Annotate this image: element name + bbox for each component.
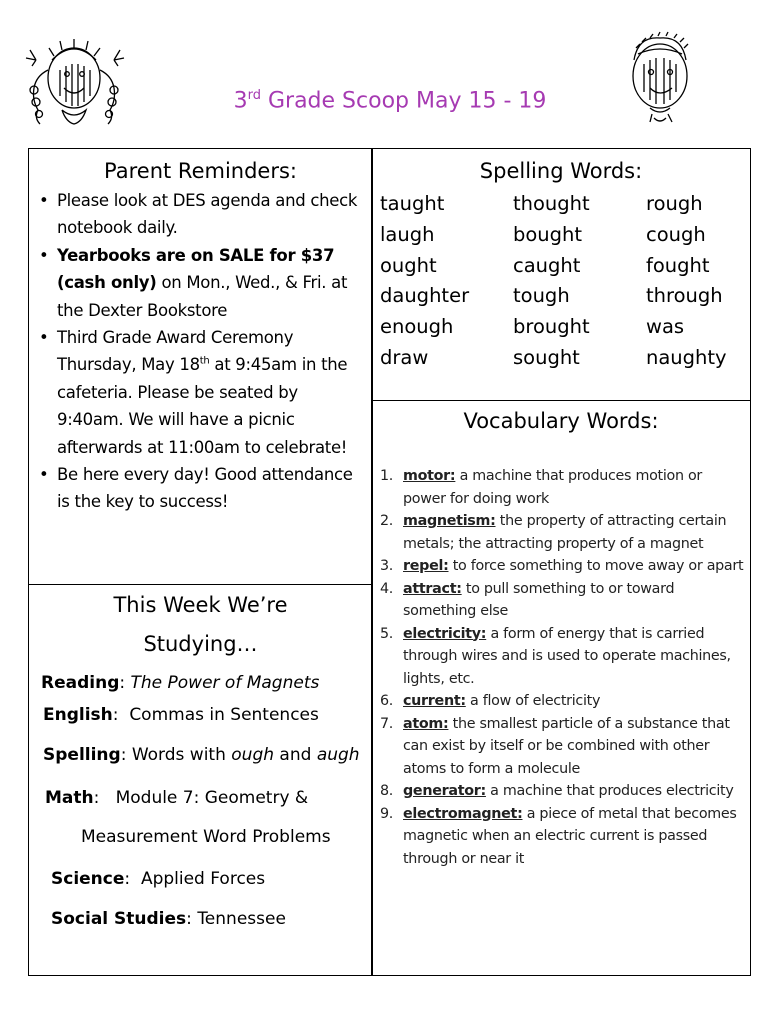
vocabulary-term: current: [403, 693, 466, 709]
vocabulary-item [380, 578, 744, 623]
vocabulary-words-heading: Vocabulary Words: [463, 409, 659, 433]
spelling-word: bought [513, 222, 583, 246]
spelling-word: caught [513, 253, 581, 277]
science-row: Science: Applied Forces [51, 869, 266, 889]
vocabulary-item [380, 713, 744, 781]
spelling-word: fought [646, 253, 710, 277]
vocabulary-number: 7. [380, 715, 394, 732]
spelling-words-box [371, 148, 751, 401]
list-item: • Please look at DES agenda and check notebook daily. [39, 191, 358, 238]
vocabulary-definition: the property of attracting certain metals; the attracting property of a magnet [403, 513, 727, 552]
vocabulary-term: atom: [403, 715, 449, 732]
vocabulary-item [380, 623, 744, 691]
vocabulary-definition: to force something to move away or apart [448, 558, 744, 574]
vocabulary-number: 4. [380, 580, 394, 597]
spelling-word: ought [380, 253, 437, 277]
spelling-word-grid [380, 189, 744, 374]
vocabulary-number: 1. [380, 468, 394, 484]
vocabulary-term: electricity: [403, 625, 487, 642]
vocabulary-item [380, 780, 744, 803]
vocabulary-number: 8. [380, 783, 394, 799]
spelling-word: tough [513, 284, 570, 308]
vocabulary-item [380, 803, 744, 871]
social-studies-row: Social Studies: Tennessee [51, 909, 286, 929]
vocabulary-term: repel: [403, 558, 449, 574]
reminders-list [37, 187, 365, 516]
vocabulary-number: 2. [380, 513, 394, 529]
vocabulary-item [380, 690, 744, 713]
spelling-word: naughty [646, 345, 727, 369]
spelling-word: brought [513, 315, 590, 339]
girl-doodle-icon [22, 30, 130, 128]
spelling-word: taught [380, 192, 445, 215]
spelling-word: daughter [380, 284, 470, 308]
math-row: Math: Module 7: Geometry & [45, 788, 309, 808]
vocabulary-number: 3. [380, 558, 394, 574]
spelling-row: Spelling: Words with ough and augh [43, 745, 360, 765]
spelling-word: sought [513, 345, 580, 369]
list-item: • Be here every day! Good attendance is the key to success! [39, 465, 353, 512]
vocabulary-list [380, 465, 744, 870]
vocabulary-item [380, 555, 744, 578]
vocabulary-definition: a flow of electricity [465, 693, 601, 709]
vocabulary-definition: a machine that produces motion or power for doing work [403, 468, 702, 507]
vocabulary-term: magnetism: [403, 513, 496, 529]
spelling-word: draw [380, 345, 429, 369]
spelling-word: cough [646, 222, 706, 246]
list-item: • Yearbooks are on SALE for $37 (cash only) on Mon., Wed., & Fri. at the Dexter Bookstore [39, 245, 348, 320]
vocabulary-number: 9. [380, 805, 394, 822]
vocabulary-number: 6. [380, 693, 394, 709]
vocabulary-number: 5. [380, 625, 394, 642]
spelling-word: was [646, 315, 685, 339]
reading-row: Reading: The Power of Magnets [41, 673, 320, 693]
vocabulary-definition: a piece of metal that becomes magnetic when an electric current is passed through or near it [403, 805, 737, 867]
vocabulary-definition: the smallest particle of a substance that can exist by itself or be combined with other atoms to form a molecule [403, 715, 730, 777]
vocabulary-words-box [371, 400, 751, 976]
vocabulary-term: attract: [403, 580, 462, 597]
parent-reminders-box [28, 148, 373, 585]
vocabulary-definition: to pull something to or toward something else [403, 580, 675, 619]
parent-reminders-heading: Parent Reminders: [104, 159, 297, 183]
vocabulary-term: motor: [403, 468, 456, 484]
math-row-continued: Measurement Word Problems [81, 827, 331, 847]
studying-heading-line1: This Week We’re [113, 593, 288, 617]
vocabulary-definition: a form of energy that is carried through wires and is used to operate machines, lights, etc. [403, 625, 731, 687]
vocabulary-term: electromagnet: [403, 805, 523, 822]
spelling-word: enough [380, 315, 454, 339]
boy-doodle-icon [620, 30, 698, 126]
spelling-word: through [646, 284, 723, 308]
english-row: English: Commas in Sentences [43, 705, 319, 725]
studying-box [28, 584, 373, 976]
studying-heading-line2: Studying… [143, 632, 258, 656]
spelling-words-heading: Spelling Words: [479, 159, 643, 183]
spelling-word: laugh [380, 222, 435, 246]
spelling-word: rough [646, 192, 703, 215]
list-item: • Third Grade Award Ceremony Thursday, May 18th at 9:45am in the cafeteria. Please be seated by 9:40am. We will have a picnic afterwards at 11:00am to celebrate! [39, 328, 348, 457]
spelling-word: thought [513, 192, 590, 215]
vocabulary-definition: a machine that produces electricity [485, 783, 734, 799]
vocabulary-item [380, 510, 744, 555]
vocabulary-item [380, 465, 744, 510]
page-title: 3rd Grade Scoop May 15 - 19 [233, 88, 547, 114]
vocabulary-term: generator: [403, 783, 486, 799]
